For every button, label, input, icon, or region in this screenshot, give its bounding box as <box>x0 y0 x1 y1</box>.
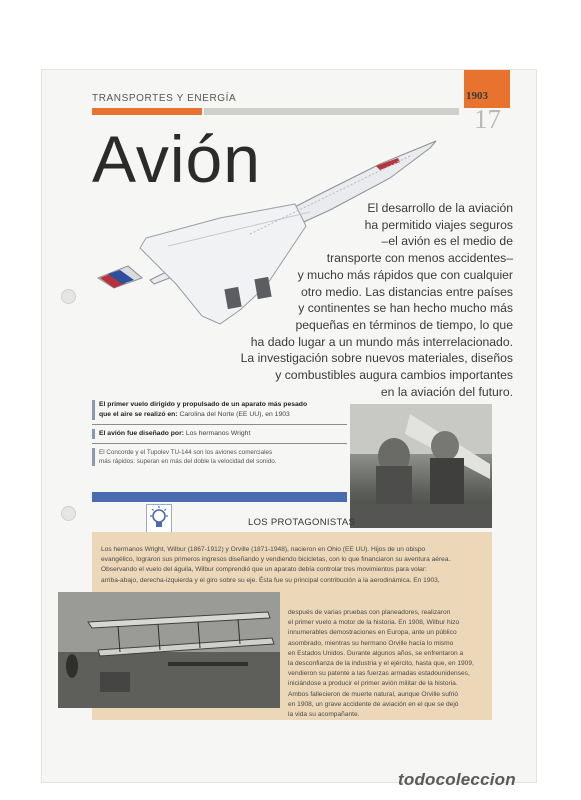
intro-line: transporte con menos accidentes– <box>326 251 513 266</box>
intro-line: ha permitido viajes seguros <box>364 217 513 232</box>
intro-line: ha dado lugar a un mundo más interrelacionado. <box>250 334 513 349</box>
protagonists-text-top <box>101 545 450 586</box>
text-line: innumerables demostraciones en Europa, ante un público <box>288 629 457 637</box>
intro-line: en la aviación del futuro. <box>380 384 513 399</box>
section-grey-bar <box>204 108 459 115</box>
intro-line: otro medio. Las distancias entre países <box>300 284 513 299</box>
facts-box <box>92 400 347 466</box>
fact-designer <box>92 429 347 439</box>
text-line: después de varias pruebas con planeadores, realizaron <box>288 609 451 616</box>
text-line: la vida su acompañante. <box>288 711 360 719</box>
fact-question: que el aire se realizó en: <box>99 410 178 418</box>
section-label: TRANSPORTES Y ENERGÍA <box>92 93 237 104</box>
protagonists-banner <box>92 492 347 502</box>
fact-note-line: El Concorde y el Tupolev TU-144 son los aviones comerciales <box>99 448 273 456</box>
binder-hole-top <box>61 289 76 304</box>
intro-line: y continentes se han hecho mucho más <box>298 301 513 316</box>
binder-hole-middle <box>61 506 76 521</box>
fact-answer: Carolina del Norte (EE UU), en 1903 <box>179 410 290 418</box>
card-number: 17 <box>474 104 501 134</box>
wright-flyer-photo <box>58 592 280 708</box>
text-line: evangélico, lograron sus primeros ingresos diseñando y vendiendo bicicletas, con lo que financiaron su aventura aérea. <box>101 556 451 564</box>
watermark: todocoleccion <box>398 770 516 789</box>
intro-line: y combustibles augura cambios importantes <box>275 368 513 383</box>
intro-line: pequeñas en términos de tiempo, lo que <box>295 317 513 332</box>
year-label: 1903 <box>466 90 488 102</box>
fact-first-flight <box>92 400 347 420</box>
fact-question: El avión fue diseñado por: <box>99 429 184 437</box>
protagonists-text-right <box>288 608 474 720</box>
text-line: en 1908, un grave accidente de aviación en el que se dejó <box>288 700 459 708</box>
protagonists-title: LOS PROTAGONISTAS <box>248 517 356 528</box>
intro-line: La investigación sobre nuevos materiales, diseños <box>240 351 513 366</box>
text-line: Observando el vuelo del águila, Wilbur comprendió que un aparato debía controlar tres movimientos para volar: <box>101 566 427 574</box>
lightbulb-icon <box>146 504 172 534</box>
page-title: Avión <box>92 122 261 196</box>
text-line: iniciándose a producir el primer avión militar de la historia. <box>288 680 458 688</box>
intro-line: y mucho más rápidos que con cualquier <box>297 267 513 282</box>
text-line: asombrado, mientras su hermano Orville hacía lo mismo <box>288 639 454 647</box>
intro-line: –el avión es el medio de <box>381 234 513 249</box>
intro-line: El desarrollo de la aviación <box>367 201 513 215</box>
wright-brothers-photo <box>350 404 492 528</box>
fact-note-line: más rápidos: superan en más del doble la velocidad del sonido. <box>99 457 277 465</box>
fact-note <box>92 448 347 466</box>
text-line: Los hermanos Wright, Wilbur (1867-1912) y Orville (1871-1948), nacieron en Ohio (EE UU). Hijos de un obispo <box>101 546 426 553</box>
section-orange-bar <box>92 108 202 115</box>
fact-question: El primer vuelo dirigido y propulsado de un aparato más pesado <box>99 401 308 408</box>
text-line: el primer vuelo a motor de la historia. En 1908, Wilbur hizo <box>288 619 460 627</box>
text-line: Ambos fallecieron de muerte natural, aunque Orville sufrió <box>288 690 459 698</box>
intro-text <box>183 200 513 400</box>
divider <box>92 443 347 444</box>
text-line: la desconfianza de la industria y el ejército, hasta que, en 1909, <box>288 660 474 668</box>
text-line: en Estados Unidos. Durante algunos años, se enfrentaron a <box>288 649 464 657</box>
year-tab <box>464 70 510 108</box>
text-line: vendieron su patente a las fuerzas armadas estadounidenses, <box>288 670 470 678</box>
text-line: arriba-abajo, derecha-izquierda y el giro sobre su eje. Ésta fue su principal contribución a la aerodinámica. En 1903, <box>101 576 440 584</box>
divider <box>92 424 347 425</box>
fact-answer: Los hermanos Wright <box>185 429 251 437</box>
